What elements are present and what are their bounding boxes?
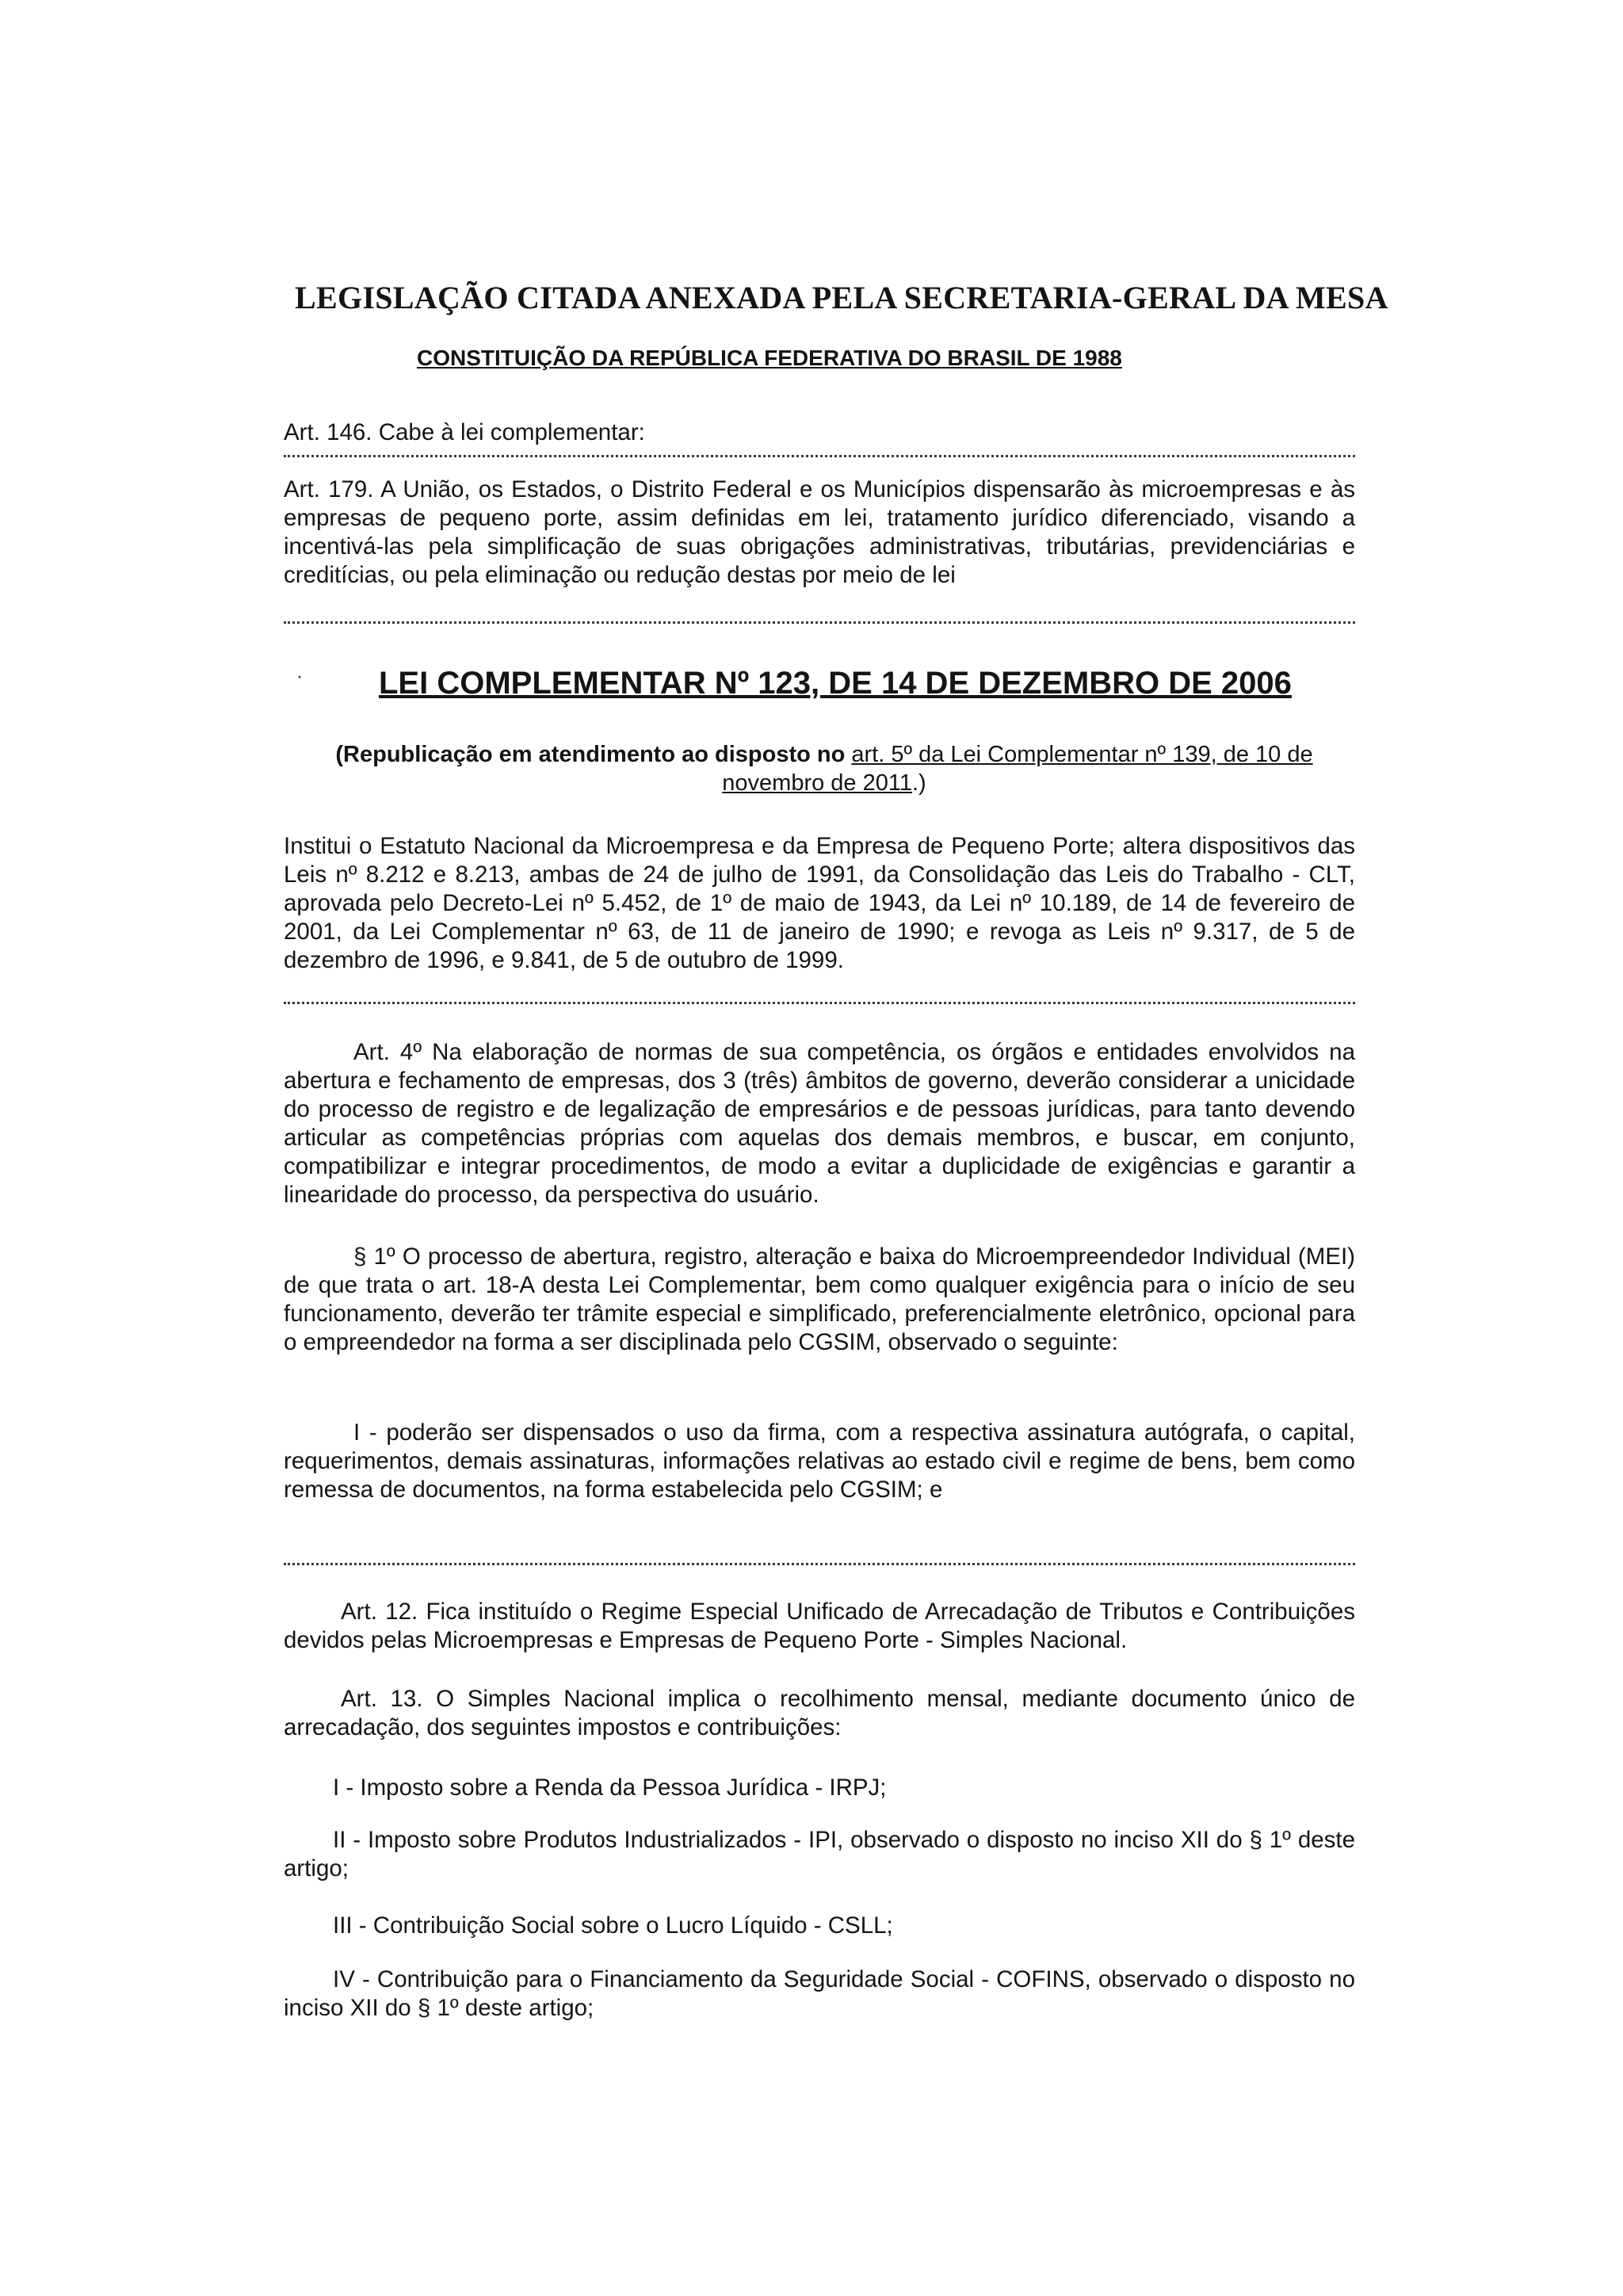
omission-dots <box>284 617 1355 624</box>
republication-link[interactable]: art. 5º da Lei Complementar nº 139, de 10 de novembro de 2011 <box>722 742 1313 796</box>
law-title: LEI COMPLEMENTAR Nº 123, DE 14 DE DEZEMBRO DE 2006 <box>379 666 1292 701</box>
art-13-item-i: I - Imposto sobre a Renda da Pessoa Jurídica - IRPJ; <box>333 1775 887 1801</box>
omission-dots <box>284 997 1355 1004</box>
republication-note <box>293 740 1355 797</box>
art-12: Art. 12. Fica instituído o Regime Especial Unificado de Arrecadação de Tributos e Contribuições devidos pelas Microempresas e Empresas de Pequeno Porte - Simples Nacional. <box>284 1599 1355 1653</box>
art-4-paragraph-1: § 1º O processo de abertura, registro, alteração e baixa do Microempreendedor Individual (MEI) de que trata o art. 18-A desta Lei Complementar, bem como qualquer exigência para o início de seu funcionamento, deverão ter trâmite especial e simplificado, preferencialmente eletrônico, opcional para o empreendedor na forma a ser disciplinada pelo CGSIM, observado o seguinte: <box>284 1244 1355 1355</box>
republication-text: (Republicação em atendimento ao disposto no <box>335 742 846 767</box>
art-4-paragraph-1-item-i: I - poderão ser dispensados o uso da firma, com a respectiva assinatura autógrafa, o capital, requerimentos, demais assinaturas, informações relativas ao estado civil e regime de bens, bem como remessa de documentos, na forma estabelecida pelo CGSIM; e <box>284 1419 1355 1503</box>
omission-dots <box>284 450 1355 457</box>
constitution-heading: CONSTITUIÇÃO DA REPÚBLICA FEDERATIVA DO BRASIL DE 1988 <box>417 346 1122 370</box>
omission-dots <box>284 1558 1355 1565</box>
document-title: LEGISLAÇÃO CITADA ANEXADA PELA SECRETARIA-GERAL DA MESA <box>295 280 1388 315</box>
art-13-item-ii: II - Imposto sobre Produtos Industrializados - IPI, observado o disposto no inciso XII do § 1º deste artigo; <box>284 1827 1355 1881</box>
art-13-item-iii: III - Contribuição Social sobre o Lucro Líquido - CSLL; <box>333 1912 893 1939</box>
art-13: Art. 13. O Simples Nacional implica o recolhimento mensal, mediante documento único de arrecadação, dos seguintes impostos e contribuições: <box>284 1686 1355 1740</box>
art-13-item-iv: IV - Contribuição para o Financiamento da Seguridade Social - COFINS, observado o disposto no inciso XII do § 1º deste artigo; <box>284 1966 1355 2021</box>
art-146: Art. 146. Cabe à lei complementar: <box>284 419 645 445</box>
law-ementa: Institui o Estatuto Nacional da Microempresa e da Empresa de Pequeno Porte; altera dispositivos das Leis nº 8.212 e 8.213, ambas de 24 de julho de 1991, da Consolidação das Leis do Trabalho - CLT, aprovada pelo Decreto-Lei nº 5.452, de 1º de maio de 1943, da Lei nº 10.189, de 14 de fevereiro de 2001, da Lei Complementar nº 63, de 11 de janeiro de 1990; e revoga as Leis nº 9.317, de 5 de dezembro de 1996, e 9.841, de 5 de outubro de 1999. <box>284 833 1355 973</box>
stray-mark: · <box>296 666 303 687</box>
art-4: Art. 4º Na elaboração de normas de sua competência, os órgãos e entidades envolvidos na abertura e fechamento de empresas, dos 3 (três) âmbitos de governo, deverão considerar a unicidade do processo de registro e de legalização de empresários e de pessoas jurídicas, para tanto devendo articular as competências próprias com aquelas dos demais membros, e buscar, em conjunto, compatibilizar e integrar procedimentos, de modo a evitar a duplicidade de exigências e garantir a linearidade do processo, da perspectiva do usuário. <box>284 1039 1355 1208</box>
art-179: Art. 179. A União, os Estados, o Distrito Federal e os Municípios dispensarão às microempresas e às empresas de pequeno porte, assim definidas em lei, tratamento jurídico diferenciado, visando a incentivá-las pela simplificação de suas obrigações administrativas, tributárias, previdenciárias e creditícias, ou pela eliminação ou redução destas por meio de lei <box>284 476 1355 588</box>
republication-close: .) <box>911 770 926 796</box>
